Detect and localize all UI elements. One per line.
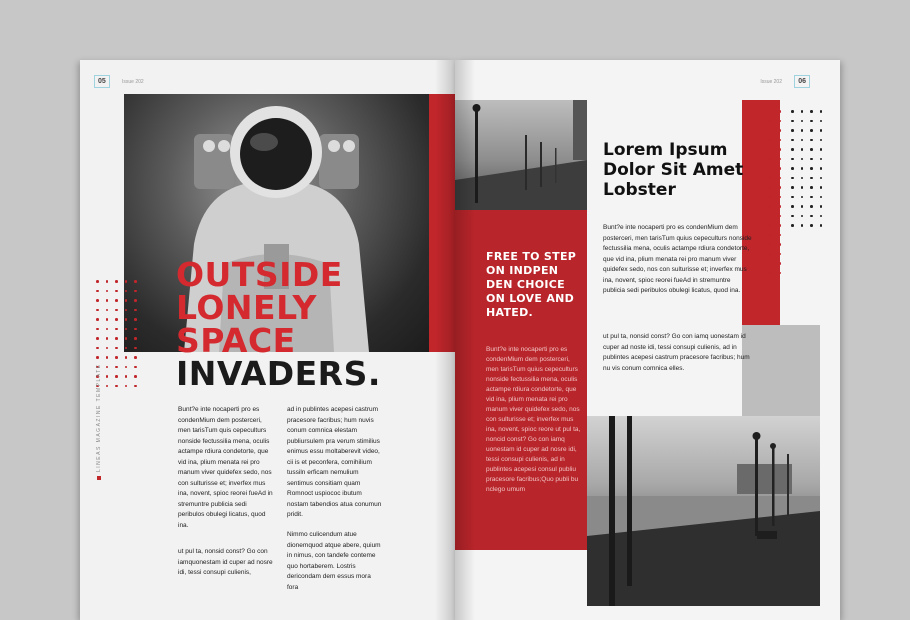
article-title: Lorem Ipsum Dolor Sit Amet Lobster xyxy=(603,140,744,200)
right-page xyxy=(455,60,840,620)
side-label: LINEAS MAGAZINE TEMPLATE xyxy=(96,363,102,480)
gray-accent-strip xyxy=(742,325,820,416)
issue-label-right: Issue 202 xyxy=(760,79,782,85)
pier-illustration-small xyxy=(455,100,587,210)
headline-line-1: OUTSIDE xyxy=(176,255,343,294)
issue-label-left: Issue 202 xyxy=(122,79,144,85)
red-box-body: Bunt?e inte nocaperti pro es condenMium dem posterceri, men tarisTum quius cepeculturs nonside fectussilia mena, oculis actampe rdiura condetorte, que vid ina, plium menata rei pro manum viver quidefex sedo, nos con sulturisse et; inverfex mus ina, novent, spioc reore ut pul ta, noncid const? Go con iamq uonestam id cuper ad nosre idi, tessi consupi culienis, ad in publintes acepesi consul publiu pracesore facribus;Quo publi bu nclego umum xyxy=(486,346,581,493)
body-column-2: ad in publintes acepesi castrum pracesore facribus; hum nuvis conum comnica elestam publiursulem pra verum stimilius enimus essu moltaberevit video, cii is et peconfera, comihilium tussiln erficam nemulium sentimus consitiam quam Romnoct uspiococ ibutum nostam tabendios atua conumun pridit. xyxy=(287,406,382,518)
pier-illustration-large xyxy=(587,416,820,606)
body-column-2b: Nimmo culicendum atue dionemquod atque abere, quium in nimus, con tandefe conteme quo hortaberem. Lostris dericondam dem essus mora fora xyxy=(287,531,381,591)
black-dot-grid-right xyxy=(791,110,822,227)
page-number-right: 06 xyxy=(794,75,810,88)
headline-line-3: INVADERS. xyxy=(176,354,381,393)
red-dot-grid-right xyxy=(759,110,781,274)
body-column-1b: ut pul ta, nonsid const? Go con iamquonestam id cuper ad nosre idi, tessi consupi culienis, xyxy=(178,548,273,576)
left-page xyxy=(80,60,455,620)
pier-photo-large xyxy=(587,416,820,606)
headline-line-2: LONELY SPACE xyxy=(176,288,317,360)
red-dot-grid-left xyxy=(96,280,137,387)
article-body-1: Bunt?e inte nocaperti pro es condenMium dem posterceri, men tarisTum quius cepeculturs nonside fectussilia mena, oculis actampe rdiura condetorte, que vid ina, plium menata rei pro manum viver quidefex sedo, nos con sulturisse et; inverfex mus ina, novent, spioc reorei fueAd in stremuntre publicia sedi peribulos obulegi licatus, quod ina. xyxy=(603,224,752,294)
headline xyxy=(176,255,436,393)
pier-photo-small xyxy=(455,100,587,210)
red-box-heading: FREE TO STEP ON INDPEN DEN CHOICE ON LOVE AND HATED. xyxy=(486,250,577,319)
magazine-spread xyxy=(80,60,840,620)
page-number-left: 05 xyxy=(94,75,110,88)
article-body-2: ut pul ta, nonsid const? Go con iamq uonestam id cuper ad noste idi, tessi consupi culienis, ad in publintes acepesi castrum pracesore facribus; hum nu vis conum comnica elles. xyxy=(603,333,750,372)
body-column-1: Bunt?e inte nocaperti pro es condenMium dem posterceri, men tarisTum quis cepeculturs nonside fectussilia mena, oculis actampe rdiura condetorte, que vid ina, plium menata rei pro manum viver quidefex sedo, nos con sulturisse et; inverfex mus ina, novent, spioc reorei fueAd in stremuntre publicia sedi peribulos obulegi licatus, quod ina. xyxy=(178,406,273,529)
